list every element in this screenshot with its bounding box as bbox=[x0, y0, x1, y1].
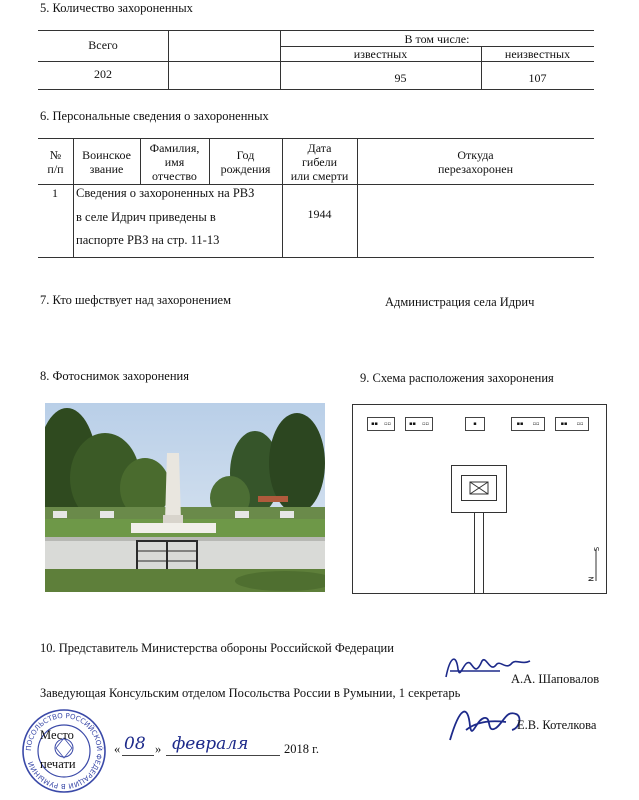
burial-scheme-diagram bbox=[352, 404, 607, 594]
grave-marker: ▪▪ ▫▫ bbox=[405, 417, 433, 431]
col-name-header: Фамилия, имя отчество bbox=[149, 140, 200, 183]
burial-photo bbox=[45, 403, 325, 592]
svg-text:ПОСОЛЬСТВО РОССИЙСКОЙ ФЕДЕРАЦИ bbox=[25, 712, 104, 790]
monument-marker bbox=[461, 475, 497, 501]
col-death-header: Дата гибели или смерти bbox=[290, 140, 349, 183]
row-info-line-1: Сведения о захороненных на РВЗ bbox=[76, 186, 255, 200]
compass-south: S bbox=[593, 546, 602, 552]
official-seal bbox=[21, 708, 107, 794]
row-number: 1 bbox=[52, 186, 58, 200]
section7-title: 7. Кто шефствует над захоронением bbox=[40, 293, 231, 307]
known-value: 95 bbox=[394, 71, 407, 85]
unknown-header: неизвестных bbox=[504, 47, 571, 61]
grave-marker: ▪ bbox=[465, 417, 485, 431]
section9-title: 9. Схема расположения захоронения bbox=[360, 371, 554, 385]
date-open-quote: « bbox=[114, 742, 121, 756]
col-num-header: № п/п bbox=[47, 147, 64, 176]
total-value: 202 bbox=[94, 67, 112, 81]
col-birth-header: Год рождения bbox=[220, 147, 271, 176]
row-info-line-3: паспорте РВЗ на стр. 11-13 bbox=[76, 233, 220, 247]
seal-place-label: Место bbox=[40, 728, 74, 742]
consul-name: Е.В. Котелкова bbox=[517, 718, 597, 732]
total-header: Всего bbox=[88, 38, 118, 52]
patron-value: Администрация села Идрич bbox=[385, 295, 535, 309]
date-day: 08 bbox=[124, 734, 146, 754]
consul-title: Заведующая Консульским отделом Посольства России в Румынии, 1 секретарь bbox=[40, 686, 461, 700]
section8-title: 8. Фотоснимок захоронения bbox=[40, 369, 189, 383]
grave-marker: ▪▪ ▫▫ bbox=[555, 417, 589, 431]
grave-marker: ▪▪ ▫▫ bbox=[367, 417, 395, 431]
date-close-quote: » bbox=[155, 742, 162, 756]
compass-north: N bbox=[587, 576, 596, 582]
section10-title: 10. Представитель Министерства обороны Российской Федерации bbox=[40, 641, 394, 655]
row-info-line-2: в селе Идрич приведены в bbox=[76, 210, 216, 224]
including-header: В том числе: bbox=[404, 31, 470, 46]
seal-text: ПОСОЛЬСТВО РОССИЙСКОЙ ФЕДЕРАЦИИ В РУМЫНИИ bbox=[24, 711, 104, 791]
unknown-value: 107 bbox=[528, 71, 547, 85]
date-year: 2018 г. bbox=[284, 742, 319, 756]
col-origin-header: Откуда перезахоронен bbox=[438, 147, 513, 176]
entrance-path bbox=[474, 513, 484, 594]
known-header: известных bbox=[353, 47, 408, 61]
grave-marker: ▪▪ ▫▫ bbox=[511, 417, 545, 431]
seal-label: печати bbox=[40, 757, 76, 771]
rep-name: А.А. Шаповалов bbox=[511, 672, 600, 686]
compass bbox=[589, 545, 603, 585]
col-rank-header: Воинское звание bbox=[82, 147, 131, 176]
row-death-date: 1944 bbox=[307, 207, 332, 221]
section6-title: 6. Персональные сведения о захороненных bbox=[40, 109, 269, 123]
date-month: февраля bbox=[172, 734, 249, 754]
section5-title: 5. Количество захороненных bbox=[40, 1, 193, 15]
consul-signature bbox=[446, 700, 526, 750]
